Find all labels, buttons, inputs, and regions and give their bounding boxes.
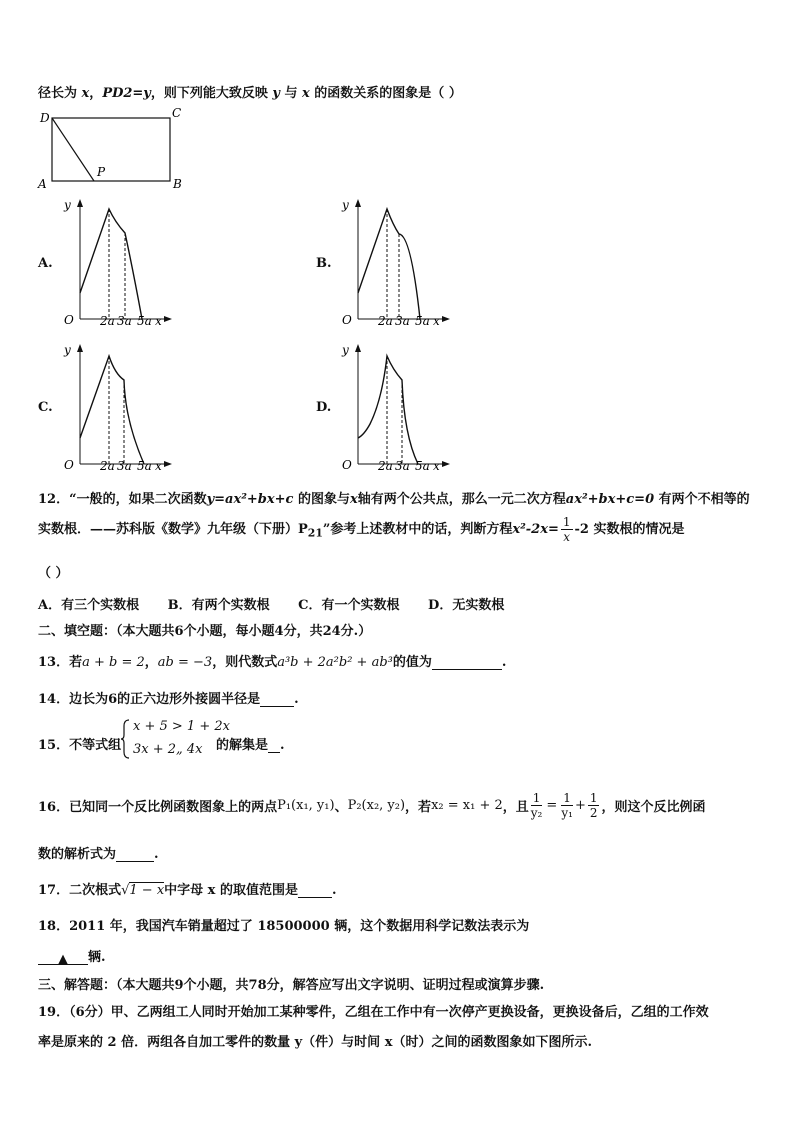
tick-5a: 5a [415, 459, 430, 473]
equals-sign: = [546, 798, 558, 813]
q16-text: . [154, 847, 159, 862]
axis-y-label: y [342, 343, 349, 357]
q12-text: -2 [574, 522, 589, 537]
triangle-icon: ▲ [58, 952, 68, 967]
q13-text: 的值为 [392, 655, 432, 670]
axis-x-label: x [155, 314, 162, 328]
graph-curve [80, 209, 142, 319]
tick-2a: 2a [100, 459, 115, 473]
q12-text: 实数根的情况是 [588, 522, 685, 537]
fraction [588, 791, 600, 820]
question-15 [38, 734, 121, 753]
denominator: y₂ [530, 806, 543, 820]
question-16-line1 [38, 791, 706, 820]
q16-text: ，若 [405, 800, 432, 815]
tick-3a: 3a [117, 459, 132, 473]
equation: ax²+bx+c=0 [565, 492, 655, 507]
rectangle-abcd [52, 118, 170, 181]
tick-2a: 2a [378, 314, 393, 328]
answer-blank[interactable] [260, 694, 294, 707]
q13-text: 13．若 [38, 655, 83, 670]
tick-5a: 5a [137, 314, 152, 328]
tick-2a: 2a [378, 459, 393, 473]
inequality-1: x + 5 > 1 + 2x [133, 719, 230, 734]
intro-text: ， [89, 86, 103, 101]
q16-text: 数的解析式为 [38, 847, 117, 862]
plus-sign: + [574, 798, 586, 813]
axis-x-label: x [433, 459, 440, 473]
label-b: B [173, 177, 182, 191]
q16-text: 16．已知同一个反比例函数图象上的两点 [38, 800, 278, 815]
q15-text: . [280, 738, 285, 753]
fraction [561, 515, 573, 544]
question-12-line2 [38, 515, 685, 544]
tick-3a: 3a [395, 314, 410, 328]
q12-text: 12．“一般的，如果二次函数 [38, 492, 207, 507]
tick-5a: 5a [137, 459, 152, 473]
label-p: P [97, 165, 106, 179]
square-root: √1 − x [121, 883, 165, 898]
denominator: y₁ [561, 806, 573, 820]
intro-text: 径长为 [38, 86, 82, 101]
var-x: x [349, 492, 358, 507]
origin-label: O [64, 458, 74, 472]
origin-label: O [342, 458, 352, 472]
label-c: C [172, 106, 182, 120]
subscript: 21 [307, 526, 323, 540]
expression: ab = −3 [157, 655, 213, 670]
q17-text: 17．二次根式 [38, 883, 122, 898]
origin-label: O [64, 313, 74, 327]
graph-option-c [58, 340, 178, 475]
var-y: y [272, 86, 280, 101]
q12-text: 有两个不相等的 [658, 492, 750, 507]
q13-text: ，则代数式 [212, 655, 278, 670]
q16-text: ，且 [502, 800, 529, 815]
q17-text: . [331, 883, 337, 898]
q14-text: . [294, 692, 299, 707]
graph-curve [80, 356, 144, 464]
q12-text: 的图象与 [297, 492, 350, 507]
tick-5a: 5a [415, 314, 430, 328]
graph-curve [358, 209, 420, 319]
var-x: x [81, 86, 90, 101]
question-14 [38, 688, 299, 707]
axis-y-label: y [342, 198, 349, 212]
origin-label: O [342, 313, 352, 327]
q12-text: 实数根．——苏科版《数学》九年级（下册）P [38, 522, 308, 537]
question-12-paren: （ ） [38, 566, 69, 581]
question-intro [38, 82, 462, 101]
segment-pd [52, 118, 94, 181]
intro-text: ，则下列能大致反映 [150, 86, 273, 101]
q14-text: 14．边长为6的正六边形外接圆半径是 [38, 692, 261, 707]
question-18-answer [38, 946, 106, 965]
tick-2a: 2a [100, 314, 115, 328]
numerator: 1 [563, 791, 571, 805]
intro-text: 与 [279, 86, 303, 101]
equation: x²-2x= [512, 522, 559, 537]
answer-blank[interactable] [268, 740, 280, 753]
answer-blank[interactable] [116, 849, 154, 862]
option-b-label: B. [316, 256, 332, 271]
tick-3a: 3a [117, 314, 132, 328]
var-pd: PD2=y [102, 86, 151, 101]
question-15-tail [216, 734, 285, 753]
q16-text: ，则这个反比例函 [601, 800, 706, 815]
numerator: 1 [562, 515, 571, 529]
q15-text: 的解集是 [216, 738, 269, 753]
q17-text: 中字母 x 的取值范围是 [164, 883, 298, 898]
graph-option-b [336, 195, 456, 330]
graph-option-a [58, 195, 178, 330]
rectangle-figure [30, 104, 190, 192]
question-18: 18．2011 年，我国汽车销量超过了 18500000 辆，这个数据用科学记数法表示为 [38, 919, 530, 934]
question-17 [38, 879, 337, 898]
choice-b: B．有两个实数根 [167, 598, 270, 613]
answer-blank[interactable] [38, 952, 88, 965]
question-12-choices [38, 594, 504, 613]
section-3-heading: 三、解答题：（本大题共9个小题，共78分，解答应写出文字说明、证明过程或演算步骤. [38, 978, 545, 993]
intro-text: 的函数关系的图象是（ ） [309, 86, 462, 101]
q12-text: ”参考上述教材中的话，判断方程 [322, 522, 513, 537]
tick-3a: 3a [395, 459, 410, 473]
option-c-label: C. [38, 400, 53, 415]
equation: y=ax²+bx+c [206, 492, 294, 507]
denominator: 2 [589, 806, 598, 820]
fraction [561, 791, 573, 820]
q16-text: 、 [334, 800, 348, 815]
brace [121, 718, 131, 760]
numerator: 1 [532, 791, 541, 805]
label-a: A [38, 177, 47, 191]
q12-text: 轴有两个公共点，那么一元二次方程 [357, 492, 566, 507]
graph-option-d [336, 340, 456, 475]
denominator: x [563, 530, 571, 544]
question-19-line2: 率是原来的 2 倍．两组各自加工零件的数量 y（件）与时间 x（时）之间的函数图象如下图所示. [38, 1035, 592, 1050]
answer-blank[interactable] [432, 657, 502, 670]
var-x: x [302, 86, 310, 101]
point-p1: P₁(x₁, y₁) [277, 798, 335, 813]
graph-curve [358, 356, 418, 464]
q13-text: . [501, 655, 507, 670]
inequality-2: 3x + 2„ 4x [133, 742, 203, 757]
expression: a + b = 2 [82, 655, 145, 670]
question-12-line1 [38, 488, 750, 507]
answer-blank[interactable] [298, 885, 332, 898]
choice-a: A．有三个实数根 [38, 598, 140, 613]
label-d: D [40, 111, 50, 125]
choice-c: C．有一个实数根 [298, 598, 400, 613]
axis-y-label: y [64, 343, 71, 357]
question-19-line1: 19．（6分）甲、乙两组工人同时开始加工某种零件，乙组在工作中有一次停产更换设备，更换设备后，乙组的工作效 [38, 1005, 709, 1020]
section-2-heading: 二、填空题：（本大题共6个小题，每小题4分，共24分.） [38, 624, 372, 639]
condition: x₂ = x₁ + 2 [431, 798, 503, 813]
radicand: 1 − x [129, 883, 165, 898]
q15-text: 15．不等式组 [38, 738, 122, 753]
option-d-label: D. [316, 400, 332, 415]
choice-d: D．无实数根 [428, 598, 505, 613]
axis-x-label: x [155, 459, 162, 473]
axis-x-label: x [433, 314, 440, 328]
question-16-line2 [38, 843, 159, 862]
point-p2: P₂(x₂, y₂) [347, 798, 406, 813]
question-13 [38, 651, 506, 670]
fraction [531, 791, 543, 820]
numerator: 1 [589, 791, 598, 805]
expression: a³b + 2a²b² + ab³ [277, 655, 393, 670]
option-a-label: A. [38, 256, 53, 271]
q13-text: ， [144, 655, 158, 670]
axis-y-label: y [64, 198, 71, 212]
q18-text: 辆. [88, 950, 106, 965]
